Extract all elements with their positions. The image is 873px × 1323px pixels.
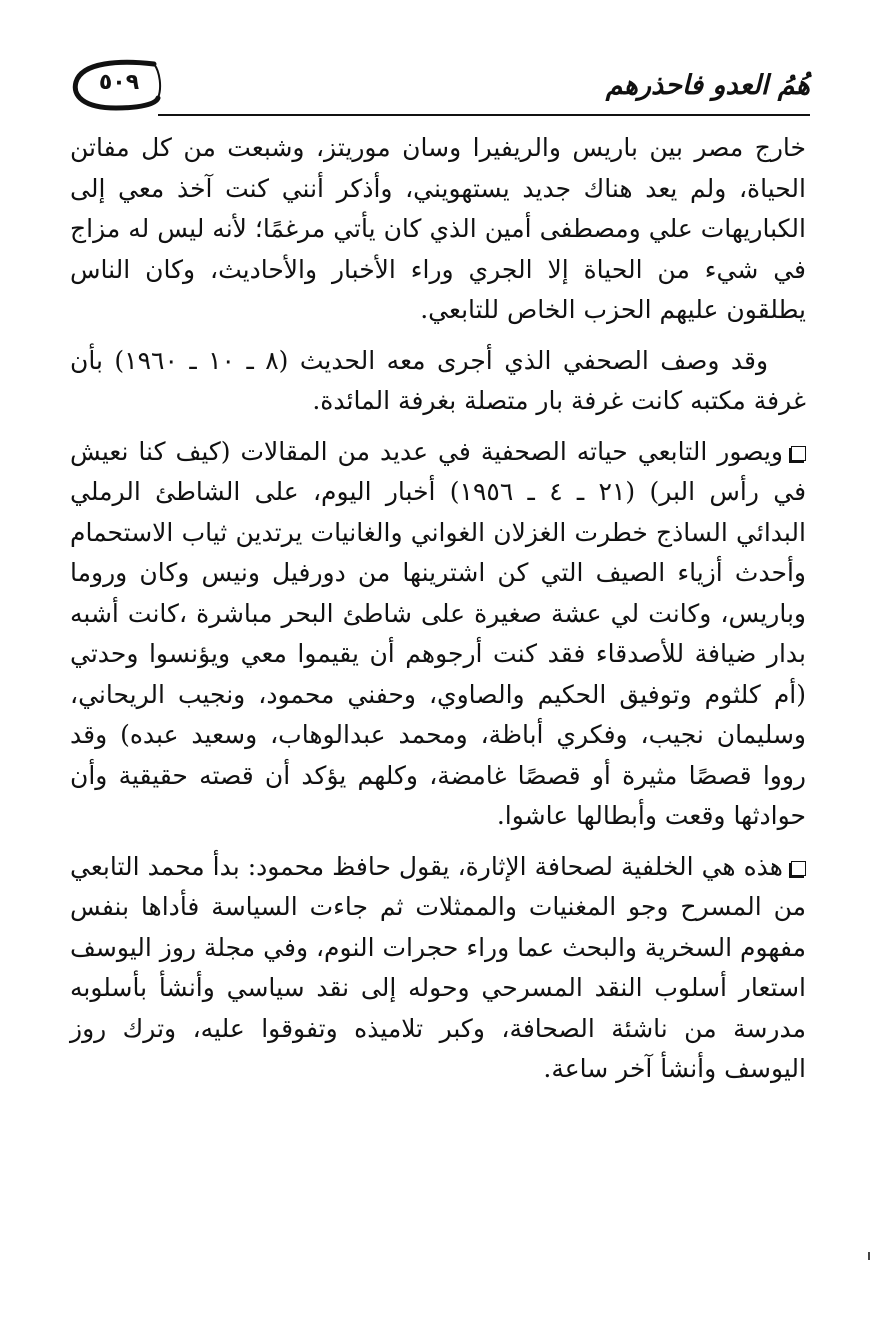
square-bullet-icon: [791, 861, 806, 876]
running-title: هُمُ العدو فاحذرهم: [605, 70, 810, 101]
scan-edge-mark: [868, 1252, 870, 1260]
paragraph-text: خارج مصر بين باريس والريفيرا وسان موريتز، وشبعت من كل مفاتن الحياة، ولم يعد هناك جديد يستهويني، وأذكر أنني كنت آخذ معي إلى الكباريهات علي ومصطفى أمين الذي كان يأتي مرغمًا؛ لأنه ليس له مزاج في شيء من الحياة إلا الجري وراء الأخبار والأحاديث، وكان الناس يطلقون عليهم الحزب الخاص للتابعي.: [70, 133, 806, 324]
page-number: ٥٠٩: [98, 70, 140, 95]
paragraph: [70, 128, 806, 331]
paragraph-text: وقد وصف الصحفي الذي أجرى معه الحديث (٨ ـ ١٠ ـ ١٩٦٠) بأن غرفة مكتبه كانت غرفة بار متصلة بغرفة المائدة.: [70, 345, 806, 415]
paragraph: [70, 847, 806, 1090]
page-header: [70, 48, 810, 128]
body-text: [70, 128, 806, 1100]
paragraph-text: هذه هي الخلفية لصحافة الإثارة، يقول حافظ محمود: بدأ محمد التابعي من المسرح وجو المغنيات والممثلات ثم جاءت السياسة فأداها بنفس مفهوم السخرية والبحث عما وراء حجرات النوم، وفي مجلة روز اليوسف استعار أسلوب النقد المسرحي وحوله إلى نقد سياسي وأنشأ بأسلوبه مدرسة من ناشئة الصحافة، وكبر تلاميذه وتفوقوا عليه، وترك روز اليوسف وأنشأ آخر ساعة.: [70, 851, 806, 1083]
header-rule: [158, 114, 810, 116]
square-bullet-icon: [791, 446, 806, 461]
paragraph: [70, 432, 806, 837]
page-number-badge: [70, 58, 160, 110]
paragraph-text: ويصور التابعي حياته الصحفية في عديد من المقالات (كيف كنا نعيش في رأس البر) (٢١ ـ ٤ ـ ١٩٥٦) أخبار اليوم، على الشاطئ الرملي البدائي الساذج خطرت الغزلان الغواني والغانيات يرتدين ثياب الاستحمام وأحدث أزياء الصيف التي كن اشترينها من دورفيل ونيس وكان وروما وباريس، وكانت لي عشة صغيرة على شاطئ البحر مباشرة ،كانت أشبه بدار ضيافة للأصدقاء فقد كنت أرجوهم أن يقيموا معي ويؤنسوا وحدتي (أم كلثوم وتوفيق الحكيم والصاوي، وحفني محمود، ونجيب الريحاني، وسليمان نجيب، وفكري أباظة، ومحمد عبدالوهاب، وسعيد عبده) وقد رووا قصصًا مثيرة أو قصصًا غامضة، وكلهم يؤكد أن قصته حقيقية وأن حوادثها وقعت وأبطالها عاشوا.: [70, 436, 807, 830]
paragraph: [70, 341, 806, 422]
